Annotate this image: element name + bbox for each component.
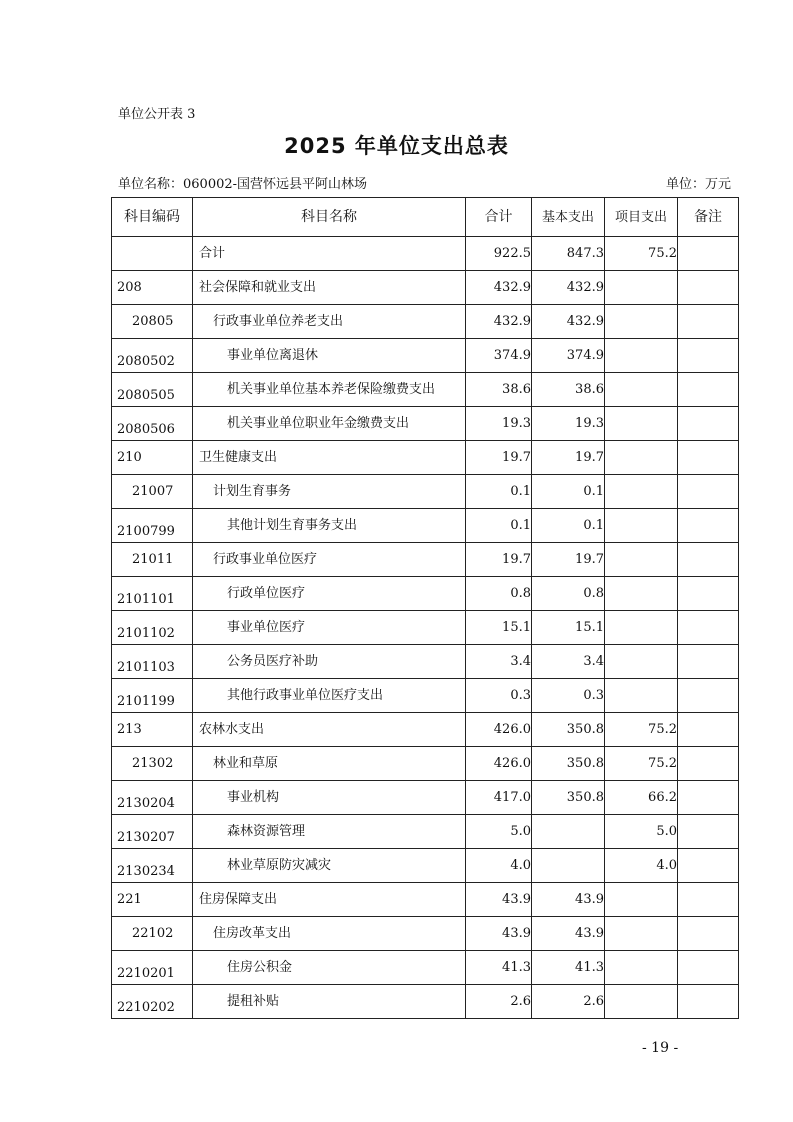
cell-basic: 350.8 — [532, 747, 605, 781]
cell-code: 2080505 — [112, 373, 193, 407]
cell-project: 75.2 — [605, 747, 678, 781]
cell-total: 43.9 — [466, 883, 532, 917]
cell-name: 合计 — [193, 237, 466, 271]
cell-project — [605, 305, 678, 339]
cell-name: 住房公积金 — [193, 951, 466, 985]
cell-name: 公务员医疗补助 — [193, 645, 466, 679]
cell-code: 2210202 — [112, 985, 193, 1019]
cell-name: 林业草原防灾减灾 — [193, 849, 466, 883]
cell-project — [605, 271, 678, 305]
column-header-name: 科目名称 — [193, 198, 466, 237]
cell-basic — [532, 849, 605, 883]
cell-code: 208 — [112, 271, 193, 305]
cell-name: 住房保障支出 — [193, 883, 466, 917]
cell-name: 计划生育事务 — [193, 475, 466, 509]
table-body — [112, 237, 739, 1019]
cell-total: 0.1 — [466, 475, 532, 509]
cell-total: 426.0 — [466, 747, 532, 781]
cell-basic: 432.9 — [532, 271, 605, 305]
table-row — [112, 951, 739, 985]
cell-name: 提租补贴 — [193, 985, 466, 1019]
table-row — [112, 373, 739, 407]
cell-name: 事业单位医疗 — [193, 611, 466, 645]
cell-code: 2210201 — [112, 951, 193, 985]
cell-total: 922.5 — [466, 237, 532, 271]
table-row — [112, 509, 739, 543]
column-header-project: 项目支出 — [605, 198, 678, 237]
unit-name: 单位名称：060002-国营怀远县平阿山林场 — [118, 177, 368, 192]
cell-note — [678, 509, 739, 543]
cell-name: 林业和草原 — [193, 747, 466, 781]
cell-code: 213 — [112, 713, 193, 747]
cell-name: 社会保障和就业支出 — [193, 271, 466, 305]
cell-name: 机关事业单位基本养老保险缴费支出 — [193, 373, 466, 407]
cell-basic: 43.9 — [532, 883, 605, 917]
cell-project — [605, 339, 678, 373]
cell-note — [678, 781, 739, 815]
cell-project: 75.2 — [605, 237, 678, 271]
table-row — [112, 645, 739, 679]
cell-project: 66.2 — [605, 781, 678, 815]
column-header-basic: 基本支出 — [532, 198, 605, 237]
cell-project — [605, 543, 678, 577]
cell-basic: 0.1 — [532, 509, 605, 543]
cell-note — [678, 849, 739, 883]
cell-code: 2130234 — [112, 849, 193, 883]
cell-basic: 374.9 — [532, 339, 605, 373]
cell-code: 2100799 — [112, 509, 193, 543]
table-row — [112, 815, 739, 849]
cell-name: 住房改革支出 — [193, 917, 466, 951]
cell-note — [678, 441, 739, 475]
cell-project — [605, 475, 678, 509]
cell-note — [678, 713, 739, 747]
document-title: 2025 年单位支出总表 — [284, 134, 509, 158]
cell-total: 417.0 — [466, 781, 532, 815]
cell-total: 374.9 — [466, 339, 532, 373]
cell-project — [605, 985, 678, 1019]
table-row — [112, 713, 739, 747]
cell-note — [678, 237, 739, 271]
cell-note — [678, 577, 739, 611]
cell-total: 426.0 — [466, 713, 532, 747]
cell-basic: 350.8 — [532, 781, 605, 815]
cell-note — [678, 271, 739, 305]
cell-note — [678, 917, 739, 951]
cell-name: 农林水支出 — [193, 713, 466, 747]
table-row — [112, 475, 739, 509]
expenditure-table — [111, 197, 739, 1019]
cell-code: 2130204 — [112, 781, 193, 815]
cell-total: 0.8 — [466, 577, 532, 611]
cell-total: 0.3 — [466, 679, 532, 713]
cell-code: 21007 — [112, 475, 193, 509]
page-number: - 19 - — [642, 1040, 679, 1056]
cell-name: 卫生健康支出 — [193, 441, 466, 475]
cell-project — [605, 951, 678, 985]
table-row — [112, 883, 739, 917]
cell-name: 事业机构 — [193, 781, 466, 815]
table-row — [112, 747, 739, 781]
cell-basic: 43.9 — [532, 917, 605, 951]
cell-total: 41.3 — [466, 951, 532, 985]
cell-project — [605, 373, 678, 407]
table-row — [112, 679, 739, 713]
cell-note — [678, 373, 739, 407]
cell-note — [678, 815, 739, 849]
table-row — [112, 985, 739, 1019]
cell-basic: 0.3 — [532, 679, 605, 713]
cell-total: 3.4 — [466, 645, 532, 679]
cell-total: 38.6 — [466, 373, 532, 407]
cell-code — [112, 237, 193, 271]
cell-name: 行政单位医疗 — [193, 577, 466, 611]
cell-note — [678, 339, 739, 373]
cell-code: 221 — [112, 883, 193, 917]
cell-note — [678, 407, 739, 441]
cell-project — [605, 679, 678, 713]
column-header-total: 合计 — [466, 198, 532, 237]
cell-total: 4.0 — [466, 849, 532, 883]
table-row — [112, 917, 739, 951]
cell-basic: 847.3 — [532, 237, 605, 271]
cell-note — [678, 883, 739, 917]
cell-note — [678, 475, 739, 509]
cell-code: 210 — [112, 441, 193, 475]
cell-total: 2.6 — [466, 985, 532, 1019]
cell-note — [678, 951, 739, 985]
cell-code: 2101103 — [112, 645, 193, 679]
cell-basic: 41.3 — [532, 951, 605, 985]
cell-code: 2080506 — [112, 407, 193, 441]
cell-basic: 350.8 — [532, 713, 605, 747]
cell-basic — [532, 815, 605, 849]
cell-code: 21011 — [112, 543, 193, 577]
table-row — [112, 305, 739, 339]
table-row — [112, 271, 739, 305]
cell-name: 行政事业单位养老支出 — [193, 305, 466, 339]
cell-project — [605, 883, 678, 917]
table-row — [112, 543, 739, 577]
cell-total: 5.0 — [466, 815, 532, 849]
cell-name: 行政事业单位医疗 — [193, 543, 466, 577]
cell-name: 其他行政事业单位医疗支出 — [193, 679, 466, 713]
cell-note — [678, 985, 739, 1019]
table-row — [112, 339, 739, 373]
cell-note — [678, 305, 739, 339]
cell-note — [678, 645, 739, 679]
cell-total: 0.1 — [466, 509, 532, 543]
cell-total: 432.9 — [466, 271, 532, 305]
table-row — [112, 441, 739, 475]
cell-code: 2101101 — [112, 577, 193, 611]
cell-basic: 2.6 — [532, 985, 605, 1019]
cell-code: 2101199 — [112, 679, 193, 713]
cell-project — [605, 577, 678, 611]
cell-basic: 15.1 — [532, 611, 605, 645]
table-row — [112, 849, 739, 883]
cell-project: 75.2 — [605, 713, 678, 747]
cell-total: 15.1 — [466, 611, 532, 645]
cell-project — [605, 645, 678, 679]
cell-basic: 0.8 — [532, 577, 605, 611]
table-row — [112, 781, 739, 815]
cell-project — [605, 611, 678, 645]
cell-note — [678, 543, 739, 577]
table-row — [112, 611, 739, 645]
table-row — [112, 577, 739, 611]
cell-project — [605, 441, 678, 475]
cell-total: 432.9 — [466, 305, 532, 339]
column-header-code: 科目编码 — [112, 198, 193, 237]
cell-basic: 38.6 — [532, 373, 605, 407]
cell-code: 2101102 — [112, 611, 193, 645]
table-header-row — [112, 198, 739, 237]
document-label: 单位公开表 3 — [118, 107, 196, 122]
cell-name: 机关事业单位职业年金缴费支出 — [193, 407, 466, 441]
cell-basic: 19.3 — [532, 407, 605, 441]
cell-code: 20805 — [112, 305, 193, 339]
cell-note — [678, 679, 739, 713]
cell-code: 2080502 — [112, 339, 193, 373]
cell-basic: 19.7 — [532, 543, 605, 577]
cell-code: 21302 — [112, 747, 193, 781]
cell-basic: 3.4 — [532, 645, 605, 679]
table-row — [112, 407, 739, 441]
cell-total: 19.7 — [466, 543, 532, 577]
cell-total: 19.7 — [466, 441, 532, 475]
cell-total: 19.3 — [466, 407, 532, 441]
cell-project — [605, 509, 678, 543]
cell-total: 43.9 — [466, 917, 532, 951]
cell-basic: 19.7 — [532, 441, 605, 475]
column-header-note: 备注 — [678, 198, 739, 237]
table-row — [112, 237, 739, 271]
unit-measure: 单位：万元 — [665, 177, 731, 192]
cell-name: 其他计划生育事务支出 — [193, 509, 466, 543]
cell-name: 事业单位离退休 — [193, 339, 466, 373]
cell-name: 森林资源管理 — [193, 815, 466, 849]
cell-project: 5.0 — [605, 815, 678, 849]
cell-basic: 432.9 — [532, 305, 605, 339]
cell-project — [605, 917, 678, 951]
cell-note — [678, 611, 739, 645]
cell-project: 4.0 — [605, 849, 678, 883]
cell-note — [678, 747, 739, 781]
cell-basic: 0.1 — [532, 475, 605, 509]
cell-code: 2130207 — [112, 815, 193, 849]
cell-project — [605, 407, 678, 441]
cell-code: 22102 — [112, 917, 193, 951]
